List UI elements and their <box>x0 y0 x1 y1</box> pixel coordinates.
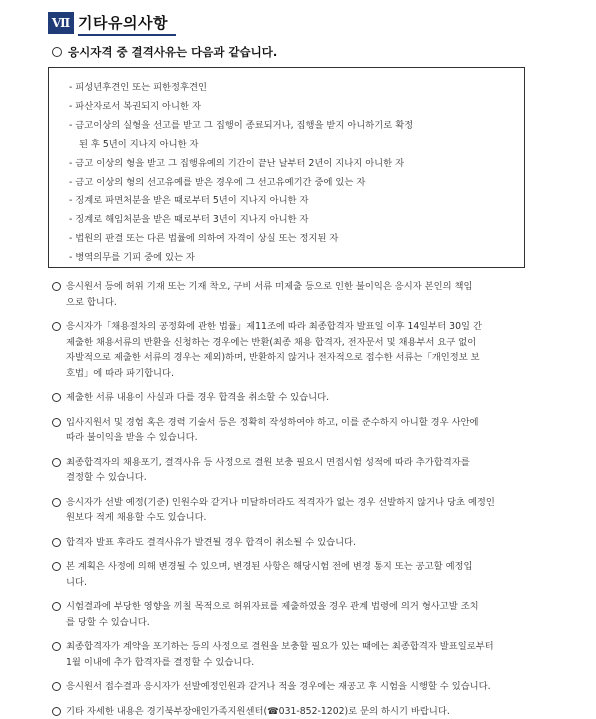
section-header <box>48 12 178 34</box>
note-text <box>66 535 532 551</box>
note-line: 응시원서 등에 허위 기재 또는 기재 착오, 구비 서류 미제출 등으로 인한 불이익은 응시자 본인의 책임 <box>66 279 532 295</box>
note-text <box>66 639 532 670</box>
disqualification-item: - 징계로 파면처분을 받은 때로부터 5년이 지나지 아니한 자 <box>69 192 519 211</box>
note-line: 기타 자세한 내용은 경기북부장애인가족지원센터(☎031-852-1202)로 문의 하시기 바랍니다. <box>66 704 532 719</box>
disqualification-item <box>69 117 519 155</box>
note-item <box>52 639 532 670</box>
bullet-circle-icon <box>52 498 61 507</box>
bullet-circle-icon <box>52 707 61 716</box>
note-text <box>66 679 532 695</box>
bullet-circle-icon <box>52 458 61 467</box>
note-line: 니다. <box>66 575 532 591</box>
disqualification-item: - 징계로 해임처분을 받은 때로부터 3년이 지나지 아니한 자 <box>69 211 519 230</box>
note-line: 으로 합니다. <box>66 295 532 311</box>
bullet-circle-icon <box>52 682 61 691</box>
note-line: 입사지원서 및 경험 혹은 경력 기술서 등은 정확히 작성하여야 하고, 이를 준수하지 아니할 경우 사안에 <box>66 415 532 431</box>
note-line: 응시자가「채용절차의 공정화에 관한 법률」제11조에 따라 최종합격자 발표일 이후 14일부터 30일 간 <box>66 319 532 335</box>
subheading-text: 응시자격 중 결격사유는 다음과 같습니다. <box>68 45 277 59</box>
note-item <box>52 495 532 526</box>
disqualification-text: - 금고이상의 실형을 선고를 받고 그 집행이 종료되거나, 집행을 받지 아니하기로 확정 <box>69 120 413 131</box>
note-text <box>66 415 532 446</box>
note-line: 따라 불이익을 받을 수 있습니다. <box>66 430 532 446</box>
disqualification-subheading <box>52 44 277 60</box>
section-number-badge: Ⅶ <box>48 12 74 34</box>
note-text <box>66 559 532 590</box>
bullet-circle-icon <box>52 538 61 547</box>
bullet-circle-icon <box>52 602 61 611</box>
note-text <box>66 279 532 310</box>
disqualification-item: - 피성년후견인 또는 피한정후견인 <box>69 79 519 98</box>
section-title: 기타유의사항 <box>78 12 168 34</box>
note-item <box>52 390 532 406</box>
note-item <box>52 599 532 630</box>
bullet-circle-icon <box>52 418 61 427</box>
note-line: 제출한 채용서류의 반환을 신청하는 경우에는 반환(최종 채용 합격자, 전자문서 및 채용부서 요구 없이 <box>66 335 532 351</box>
bullet-circle-icon <box>52 393 61 402</box>
note-text <box>66 390 532 406</box>
note-line: 결정할 수 있습니다. <box>66 470 532 486</box>
note-line: 호법」에 따라 파기합니다. <box>66 366 532 382</box>
note-text <box>66 455 532 486</box>
disqualification-item: - 병역의무를 기피 중에 있는 자 <box>69 249 519 268</box>
bullet-circle-icon <box>52 47 62 57</box>
disqualification-box <box>48 67 525 268</box>
disqualification-text-continued: 된 후 5년이 지나지 아니한 자 <box>69 136 519 155</box>
disqualification-list <box>69 79 519 268</box>
bullet-circle-icon <box>52 282 61 291</box>
note-text <box>66 495 532 526</box>
note-line: 시험결과에 부당한 영향을 끼칠 목적으로 허위자료를 제출하였을 경우 관계 법령에 의거 형사고발 조치 <box>66 599 532 615</box>
notes-list <box>52 279 532 719</box>
note-item <box>52 279 532 310</box>
bullet-circle-icon <box>52 562 61 571</box>
note-item <box>52 535 532 551</box>
note-line: 합격자 발표 후라도 결격사유가 발견될 경우 합격이 취소될 수 있습니다. <box>66 535 532 551</box>
note-item <box>52 704 532 719</box>
bullet-circle-icon <box>52 322 61 331</box>
note-line: 를 당할 수 있습니다. <box>66 615 532 631</box>
note-line: 응시원서 접수결과 응시자가 선발예정인원과 같거나 적을 경우에는 재공고 후 시험을 시행할 수 있습니다. <box>66 679 532 695</box>
note-line: 응시자가 선발 예정(기준) 인원수와 같거나 미달하더라도 적격자가 없는 경우 선발하지 않거나 당초 예정인 <box>66 495 532 511</box>
bullet-circle-icon <box>52 642 61 651</box>
note-line: 최종합격자의 채용포기, 결격사유 등 사정으로 결원 보충 필요시 면접시험 성적에 따라 추가합격자를 <box>66 455 532 471</box>
disqualification-item: - 파산자로서 복권되지 아니한 자 <box>69 98 519 117</box>
note-line: 제출한 서류 내용이 사실과 다를 경우 합격을 취소할 수 있습니다. <box>66 390 532 406</box>
note-line: 자발적으로 제출한 서류의 경우는 제외)하며, 반환하지 않거나 전자적으로 접수한 서류는「개인정보 보 <box>66 350 532 366</box>
disqualification-item: - 법원의 판결 또는 다른 법률에 의하여 자격이 상실 또는 정지된 자 <box>69 230 519 249</box>
note-item <box>52 455 532 486</box>
note-text <box>66 704 532 719</box>
note-text <box>66 599 532 630</box>
note-item <box>52 415 532 446</box>
note-line: 원보다 적게 채용할 수도 있습니다. <box>66 510 532 526</box>
note-text <box>66 319 532 381</box>
note-item <box>52 559 532 590</box>
disqualification-item: - 금고 이상의 형의 선고유예를 받은 경우에 그 선고유예기간 중에 있는 자 <box>69 174 519 193</box>
section-title-underline <box>78 34 176 36</box>
note-line: 1월 이내에 추가 합격자를 결정할 수 있습니다. <box>66 655 532 671</box>
note-line: 본 계획은 사정에 의해 변경될 수 있으며, 변경된 사항은 해당시험 전에 변경 통지 또는 공고할 예정입 <box>66 559 532 575</box>
note-item <box>52 679 532 695</box>
note-item <box>52 319 532 381</box>
note-line: 최종합격자가 계약을 포기하는 등의 사정으로 결원을 보충할 필요가 있는 때에는 최종합격자 발표일로부터 <box>66 639 532 655</box>
disqualification-item: - 금고 이상의 형을 받고 그 집행유예의 기간이 끝난 날부터 2년이 지나지 아니한 자 <box>69 155 519 174</box>
